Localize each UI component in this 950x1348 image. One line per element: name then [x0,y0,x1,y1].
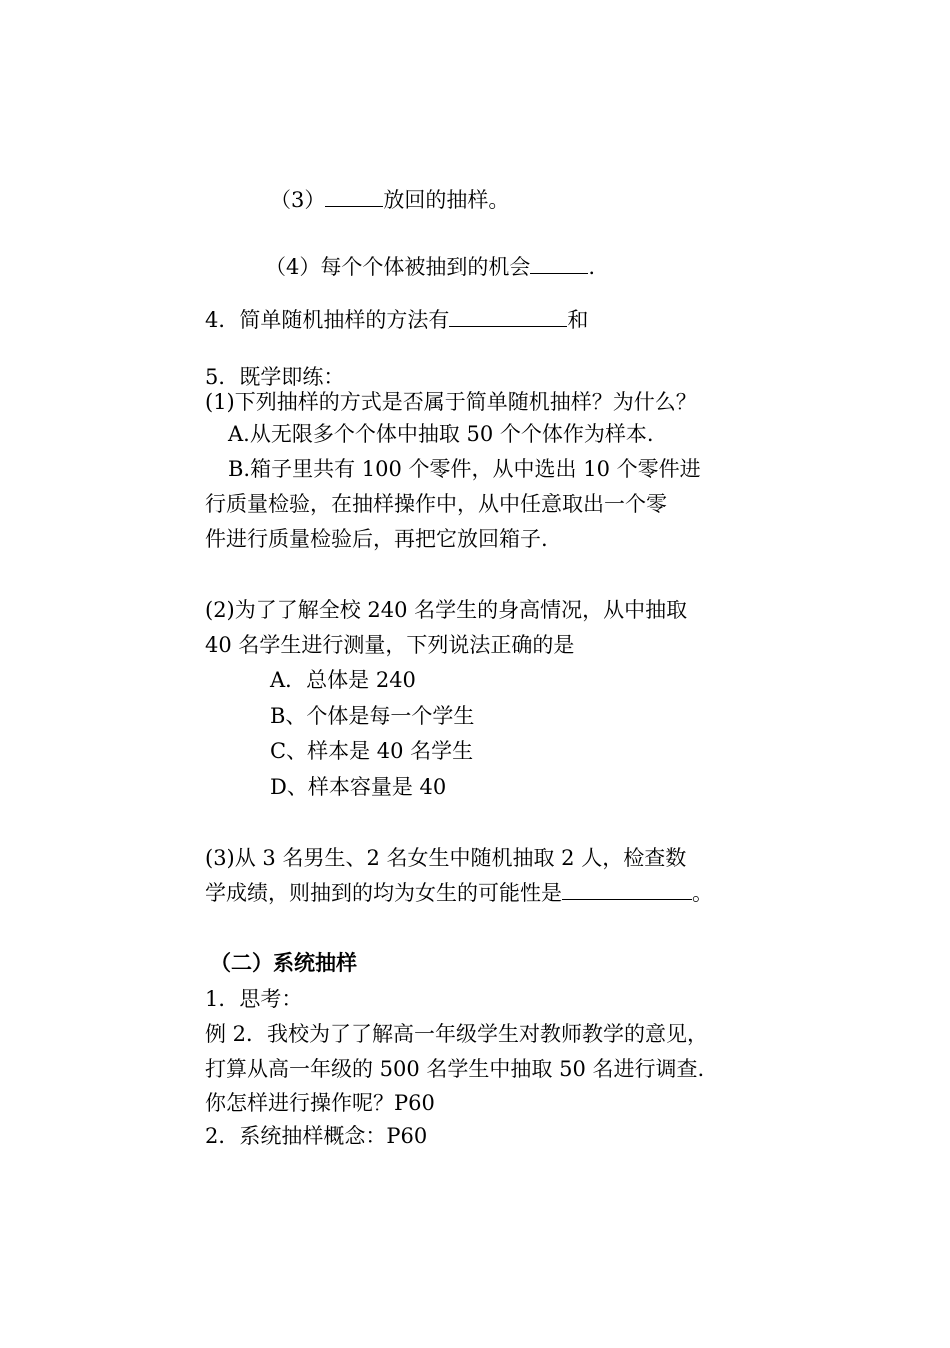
example2-line1: 例 2．我校为了了解高一年级学生对教师教学的意见， [205,1022,709,1046]
example2-line3: 你怎样进行操作呢？P60 [205,1091,435,1115]
p2-option-a: A．总体是 240 [270,668,416,692]
item4-blank [449,306,567,327]
q4-prefix: （4）每个个体被抽到的机会 [265,255,531,279]
p2-line2: 40 名学生进行测量，下列说法正确的是 [205,633,575,657]
q3-suffix: 放回的抽样。 [383,188,510,212]
q4-suffix: . [588,255,596,279]
p3-blank [562,879,692,900]
section2-heading: （二）系统抽样 [210,951,357,975]
q4-line [265,253,595,281]
p2-option-c: C、样本是 40 名学生 [270,739,474,763]
p1-option-a: A.从无限多个个体中抽取 50 个个体作为样本. [228,422,654,446]
p1-question: (1)下列抽样的方式是否属于简单随机抽样？为什么？ [205,390,697,414]
p3-line1: (3)从 3 名男生、2 名女生中随机抽取 2 人，检查数 [205,846,687,870]
p3-line2-suffix: 。 [692,881,713,905]
item4-suffix: 和 [567,308,589,332]
q3-prefix: （3） [270,188,326,212]
p1-option-b-line3: 件进行质量检验后，再把它放回箱子. [205,527,548,551]
p1-option-b-line1: B.箱子里共有 100 个零件，从中选出 10 个零件进 [228,457,701,481]
section2-concept: 2．系统抽样概念：P60 [205,1124,428,1148]
item4-line [205,306,588,334]
p2-option-d: D、样本容量是 40 [270,775,447,799]
section2-think: 1．思考： [205,987,303,1011]
q3-blank [325,186,383,207]
p1-option-b-line2: 行质量检验，在抽样操作中，从中任意取出一个零 [205,492,667,516]
item4-prefix: 4．简单随机抽样的方法有 [205,308,450,332]
p2-line1: (2)为了了解全校 240 名学生的身高情况，从中抽取 [205,598,688,622]
q4-blank [530,253,588,274]
p3-line2-prefix: 学成绩，则抽到的均为女生的可能性是 [205,881,562,905]
p2-option-b: B、个体是每一个学生 [270,704,475,728]
item5-title: 5．既学即练： [205,365,345,389]
example2-line2: 打算从高一年级的 500 名学生中抽取 50 名进行调查. [205,1057,705,1081]
p3-line2 [205,879,713,907]
q3-line [270,186,509,214]
